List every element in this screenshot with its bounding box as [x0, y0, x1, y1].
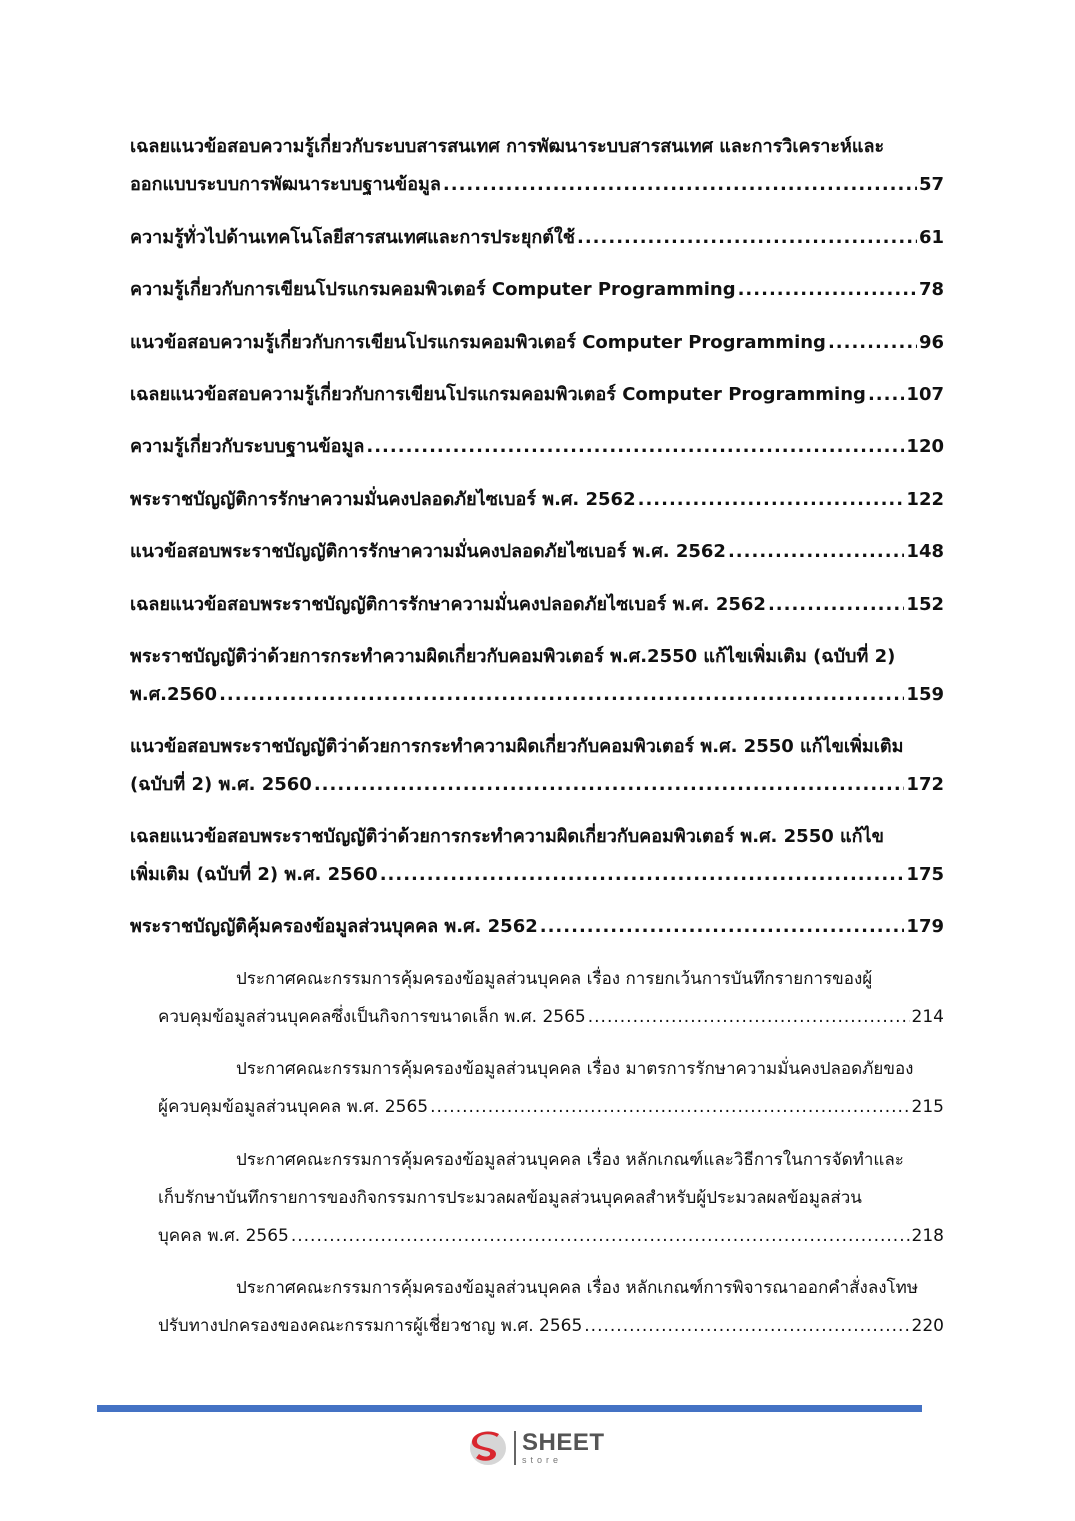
toc-page-number: 218: [911, 1226, 944, 1246]
toc-entry-title-line: เฉลยแนวข้อสอบพระราชบัญญัติการรักษาความมั่นคงปลอดภัยไซเบอร์ พ.ศ. 2562: [130, 594, 766, 615]
toc-entry-title-line: แนวข้อสอบพระราชบัญญัติการรักษาความมั่นคงปลอดภัยไซเบอร์ พ.ศ. 2562: [130, 541, 726, 562]
toc-page-number: 78: [918, 279, 944, 300]
toc-page-number: 215: [911, 1097, 944, 1117]
logo-subword: store: [522, 1455, 563, 1465]
sheet-store-logo: [468, 1426, 605, 1470]
toc-entry-title-line: ประกาศคณะกรรมการคุ้มครองข้อมูลส่วนบุคคล เรื่อง มาตรการรักษาความมั่นคงปลอดภัยของ: [236, 1059, 914, 1079]
toc-entry-title-line: ประกาศคณะกรรมการคุ้มครองข้อมูลส่วนบุคคล เรื่อง การยกเว้นการบันทึกรายการของผู้: [236, 969, 873, 989]
toc-page-number: 159: [906, 684, 944, 705]
leader-dots: [380, 856, 905, 894]
toc-entry-title-line: ประกาศคณะกรรมการคุ้มครองข้อมูลส่วนบุคคล เรื่อง หลักเกณฑ์และวิธีการในการจัดทำและ: [236, 1150, 904, 1170]
toc-page-number: 214: [911, 1007, 944, 1027]
leader-dots: [584, 1307, 909, 1345]
toc-entry-title-line: พระราชบัญญัติคุ้มครองข้อมูลส่วนบุคคล พ.ศ. 2562: [130, 916, 538, 937]
toc-entry[interactable]: [130, 271, 944, 309]
leader-dots: [738, 271, 917, 309]
toc-page-number: 175: [906, 864, 944, 885]
toc-page-number: 179: [906, 916, 944, 937]
toc-entry-title-line: (ฉบับที่ 2) พ.ศ. 2560: [130, 774, 312, 795]
toc-entry[interactable]: [130, 908, 944, 946]
leader-dots: [540, 908, 905, 946]
toc-entry-title-line: ความรู้ทั่วไปด้านเทคโนโลยีสารสนเทศและการประยุกต์ใช้: [130, 227, 575, 248]
toc-entry-title-line: แนวข้อสอบความรู้เกี่ยวกับการเขียนโปรแกรมคอมพิวเตอร์ Computer Programming: [130, 332, 826, 353]
toc-entry[interactable]: [130, 728, 944, 804]
logo-word: SHEET: [522, 1429, 605, 1456]
toc-entry-title-line: ปรับทางปกครองของคณะกรรมการผู้เชี่ยวชาญ พ.ศ. 2565: [158, 1316, 583, 1336]
toc-sub-entry[interactable]: [158, 1141, 944, 1255]
toc-entry[interactable]: [130, 533, 944, 571]
toc-sub-entry[interactable]: [158, 1269, 944, 1345]
toc-entry[interactable]: [130, 586, 944, 624]
leader-dots: [291, 1217, 910, 1255]
toc-page-number: 96: [918, 332, 944, 353]
toc-entry-title-line: ควบคุมข้อมูลส่วนบุคคลซึ่งเป็นกิจการขนาดเล็ก พ.ศ. 2565: [158, 1007, 586, 1027]
toc-entry[interactable]: [130, 428, 944, 466]
toc-entry[interactable]: [130, 481, 944, 519]
leader-dots: [443, 166, 917, 204]
toc-page-number: 148: [906, 541, 944, 562]
leader-dots: [588, 998, 910, 1036]
toc-entry-title-line: ความรู้เกี่ยวกับระบบฐานข้อมูล: [130, 436, 365, 457]
toc-entry-title-line: พระราชบัญญัติว่าด้วยการกระทำความผิดเกี่ยวกับคอมพิวเตอร์ พ.ศ.2550 แก้ไขเพิ่มเติม (ฉบับที่ 2): [130, 646, 896, 667]
toc-entry-title-line: เก็บรักษาบันทึกรายการของกิจกรรมการประมวลผลข้อมูลส่วนบุคคลสำหรับผู้ประมวลผลข้อมูลส่วน: [158, 1188, 862, 1208]
toc-page-number: 61: [918, 227, 944, 248]
toc-page-number: 220: [911, 1316, 944, 1336]
toc-page-number: 107: [906, 384, 944, 405]
leader-dots: [638, 481, 905, 519]
leader-dots: [430, 1088, 909, 1126]
toc-entry-title-line: พระราชบัญญัติการรักษาความมั่นคงปลอดภัยไซเบอร์ พ.ศ. 2562: [130, 489, 636, 510]
leader-dots: [577, 219, 917, 257]
logo-separator: [514, 1431, 516, 1465]
toc-entry-title-line: พ.ศ.2560: [130, 684, 218, 705]
toc-page-number: 122: [906, 489, 944, 510]
toc-page-number: 120: [906, 436, 944, 457]
toc-sub-entry[interactable]: [158, 1050, 944, 1126]
sheet-store-logo-icon: [468, 1428, 508, 1468]
toc-entry-title-line: ความรู้เกี่ยวกับการเขียนโปรแกรมคอมพิวเตอร์ Computer Programming: [130, 279, 736, 300]
toc-page-number: 172: [906, 774, 944, 795]
toc-entry[interactable]: [130, 324, 944, 362]
toc-page-number: 57: [918, 174, 944, 195]
leader-dots: [768, 586, 904, 624]
toc-page-number: 152: [906, 594, 944, 615]
footer-rule: [97, 1405, 922, 1412]
toc-entry[interactable]: [130, 376, 944, 414]
logo-text: [522, 1431, 605, 1465]
toc-entry-title-line: เฉลยแนวข้อสอบความรู้เกี่ยวกับการเขียนโปรแกรมคอมพิวเตอร์ Computer Programming: [130, 384, 866, 405]
toc-entry-title-line: เฉลยแนวข้อสอบความรู้เกี่ยวกับระบบสารสนเทศ การพัฒนาระบบสารสนเทศ และการวิเคราะห์และ: [130, 136, 885, 157]
toc-entry[interactable]: [130, 818, 944, 894]
leader-dots: [314, 766, 905, 804]
leader-dots: [868, 376, 904, 414]
leader-dots: [219, 676, 904, 714]
toc-entry-title-line: แนวข้อสอบพระราชบัญญัติว่าด้วยการกระทำความผิดเกี่ยวกับคอมพิวเตอร์ พ.ศ. 2550 แก้ไขเพิ่มเติม: [130, 736, 904, 757]
toc-entry-title-line: บุคคล พ.ศ. 2565: [158, 1226, 289, 1246]
leader-dots: [828, 324, 917, 362]
toc-entry[interactable]: [130, 219, 944, 257]
toc-sub-entry[interactable]: [158, 960, 944, 1036]
toc-entry[interactable]: [130, 128, 944, 204]
toc-entry-title-line: ออกแบบระบบการพัฒนาระบบฐานข้อมูล: [130, 174, 441, 195]
toc-entry-title-line: ผู้ควบคุมข้อมูลส่วนบุคคล พ.ศ. 2565: [158, 1097, 429, 1117]
leader-dots: [728, 533, 904, 571]
toc-entry-title-line: เพิ่มเติม (ฉบับที่ 2) พ.ศ. 2560: [130, 864, 378, 885]
toc-entry-title-line: เฉลยแนวข้อสอบพระราชบัญญัติว่าด้วยการกระทำความผิดเกี่ยวกับคอมพิวเตอร์ พ.ศ. 2550 แก้ไข: [130, 826, 884, 847]
toc-entry[interactable]: [130, 638, 944, 714]
leader-dots: [366, 428, 904, 466]
toc-entry-title-line: ประกาศคณะกรรมการคุ้มครองข้อมูลส่วนบุคคล เรื่อง หลักเกณฑ์การพิจารณาออกคำสั่งลงโทษ: [236, 1278, 919, 1298]
